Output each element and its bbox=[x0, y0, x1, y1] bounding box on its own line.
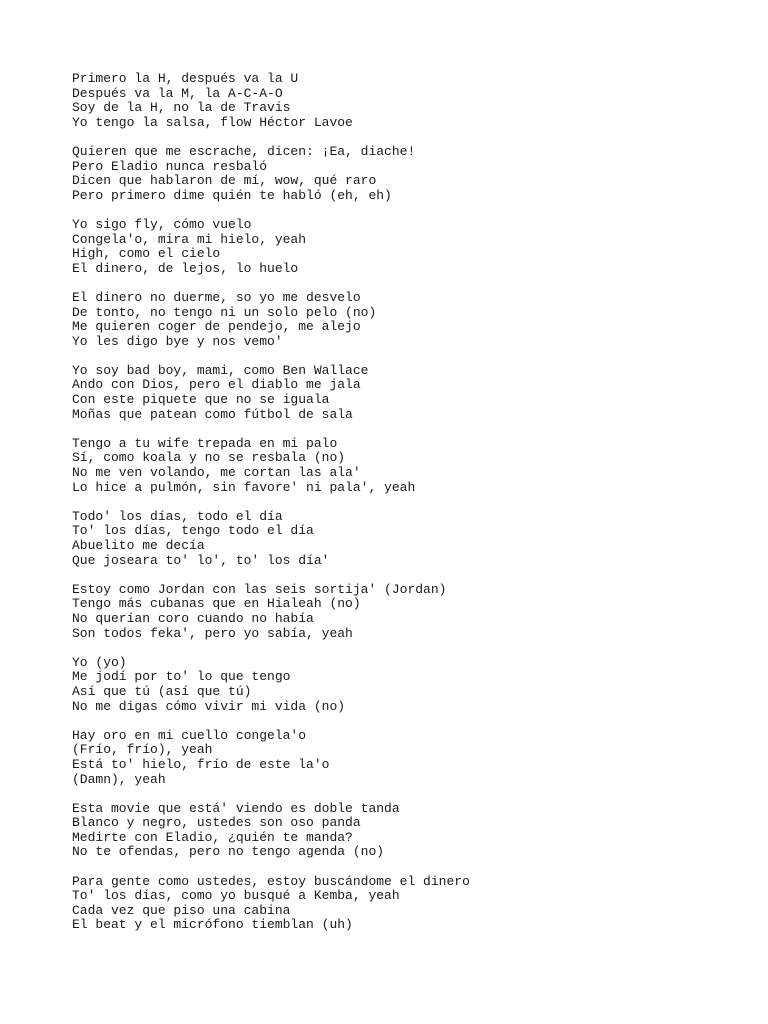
lyric-line: Quieren que me escrache, dicen: ¡Ea, diache! bbox=[72, 143, 416, 159]
lyric-line: No me digas cómo vivir mi vida (no) bbox=[72, 698, 346, 714]
stanza-5 bbox=[72, 364, 732, 422]
stanza-10 bbox=[72, 729, 732, 787]
stanza-1 bbox=[72, 72, 732, 130]
lyric-line: Para gente como ustedes, estoy buscándome el dinero bbox=[72, 873, 470, 889]
lyric-line: Que joseara to' lo', to' los día' bbox=[72, 552, 330, 568]
lyric-line: Lo hice a pulmón, sin favore' ni pala', yeah bbox=[72, 479, 416, 495]
lyric-line: De tonto, no tengo ni un solo pelo (no) bbox=[72, 304, 377, 320]
stanza-11 bbox=[72, 802, 732, 860]
lyric-line: Así que tú (así que tú) bbox=[72, 683, 252, 699]
stanza-4 bbox=[72, 291, 732, 349]
lyric-line: Moñas que patean como fútbol de sala bbox=[72, 406, 353, 422]
lyric-line: (Frío, frío), yeah bbox=[72, 742, 213, 758]
lyric-line: Con este piquete que no se iguala bbox=[72, 392, 330, 408]
lyric-line: Esta movie que está' viendo es doble tanda bbox=[72, 800, 400, 816]
lyric-line: El dinero, de lejos, lo huelo bbox=[72, 260, 299, 276]
lyric-line: Congela'o, mira mi hielo, yeah bbox=[72, 231, 307, 247]
lyrics-page bbox=[72, 72, 732, 948]
stanza-9 bbox=[72, 656, 732, 714]
lyric-line: Cada vez que piso una cabina bbox=[72, 902, 291, 918]
lyric-line: To' los días, como yo busqué a Kemba, yeah bbox=[72, 888, 400, 904]
lyric-line: Sí, como koala y no se resbala (no) bbox=[72, 450, 346, 466]
lyric-line: Me quieren coger de pendejo, me alejo bbox=[72, 319, 361, 335]
lyric-line: No querían coro cuando no había bbox=[72, 610, 314, 626]
lyric-line: Medirte con Eladio, ¿quién te manda? bbox=[72, 829, 353, 845]
lyric-line: Dicen que hablaron de mí, wow, qué raro bbox=[72, 173, 377, 189]
lyric-line: Yo les digo bye y nos vemo' bbox=[72, 333, 283, 349]
stanza-8 bbox=[72, 583, 732, 641]
lyric-line: No te ofendas, pero no tengo agenda (no) bbox=[72, 844, 385, 860]
lyric-line: Blanco y negro, ustedes son oso panda bbox=[72, 815, 361, 831]
lyric-line: Tengo más cubanas que en Hialeah (no) bbox=[72, 596, 361, 612]
stanza-12 bbox=[72, 875, 732, 933]
lyric-line: Yo soy bad boy, mami, como Ben Wallace bbox=[72, 362, 369, 378]
lyric-line: Estoy como Jordan con las seis sortija' (Jordan) bbox=[72, 581, 447, 597]
lyric-line: Está to' hielo, frío de este la'o bbox=[72, 756, 330, 772]
lyric-line: Soy de la H, no la de Travis bbox=[72, 100, 291, 116]
lyric-line: Después va la M, la A-C-A-O bbox=[72, 85, 283, 101]
lyric-line: To' los días, tengo todo el día bbox=[72, 523, 314, 539]
lyric-line: Yo sigo fly, cómo vuelo bbox=[72, 216, 252, 232]
lyric-line: Son todos feka', pero yo sabía, yeah bbox=[72, 625, 353, 641]
lyric-line: Pero primero dime quién te habló (eh, eh) bbox=[72, 187, 392, 203]
lyric-line: (Damn), yeah bbox=[72, 771, 166, 787]
lyric-line: Me jodí por to' lo que tengo bbox=[72, 669, 291, 685]
stanza-2 bbox=[72, 145, 732, 203]
lyric-line: Tengo a tu wife trepada en mi palo bbox=[72, 435, 338, 451]
stanza-3 bbox=[72, 218, 732, 276]
lyric-line: El beat y el micrófono tiemblan (uh) bbox=[72, 917, 353, 933]
lyric-line: Pero Eladio nunca resbaló bbox=[72, 158, 268, 174]
lyric-line: High, como el cielo bbox=[72, 246, 221, 262]
stanza-6 bbox=[72, 437, 732, 495]
lyric-line: No me ven volando, me cortan las ala' bbox=[72, 465, 361, 481]
lyric-line: Todo' los días, todo el día bbox=[72, 508, 283, 524]
lyric-line: Hay oro en mi cuello congela'o bbox=[72, 727, 307, 743]
stanza-7 bbox=[72, 510, 732, 568]
lyric-line: Primero la H, después va la U bbox=[72, 71, 299, 86]
lyric-line: Yo tengo la salsa, flow Héctor Lavoe bbox=[72, 114, 353, 130]
lyric-line: Yo (yo) bbox=[72, 654, 127, 670]
lyric-line: Abuelito me decía bbox=[72, 538, 205, 553]
lyric-line: Ando con Dios, pero el diablo me jala bbox=[72, 377, 361, 393]
lyric-line: El dinero no duerme, so yo me desvelo bbox=[72, 289, 361, 305]
